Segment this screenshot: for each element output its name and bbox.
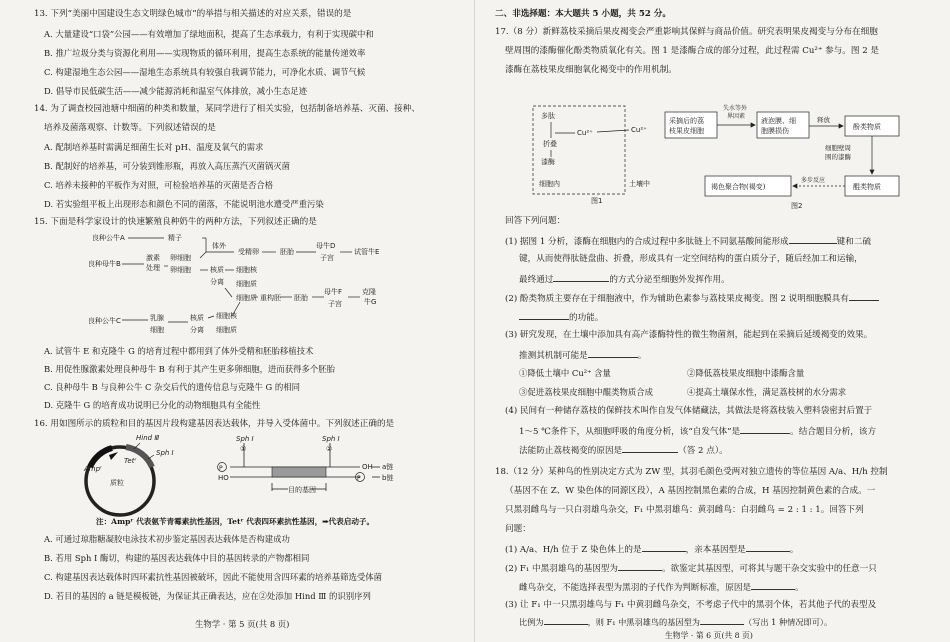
oh-label: OH — [362, 463, 373, 471]
q16-note: 注：Ampʳ 代表氨苄青霉素抗性基因，Tetʳ 代表四环素抗性基因，➡代表启动子。 — [96, 517, 375, 526]
q18-part2-line2: 雌鸟杂交，不能选择表型为黑羽的子代作为判断标准，原因是 。 — [519, 583, 804, 593]
multi-step-label: 多步反应 — [801, 177, 826, 184]
q17-figure-1 — [531, 100, 661, 205]
q18-part2-line1: (2) F₁ 中黑羽雄鸟的基因型为 。欲鉴定其基因型，可将其与题干杂交实验中的任意一只 — [505, 564, 877, 574]
q17-part1-line3: 最终通过 的方式分泌至细胞外发挥作用。 — [519, 275, 730, 285]
q13-option-c: C. 构建湿地生态公园——湿地生态系统具有较强自我调节能力，可净化水质、调节气候 — [44, 67, 366, 77]
calf-e-label: 试管牛E — [354, 248, 380, 256]
uterus-label-2: 子宫 — [328, 300, 342, 308]
release-label: 释放 — [817, 116, 830, 124]
cell-plasm-label-1: 细胞质 — [236, 280, 257, 288]
q16-option-c: C. 构建基因表达载体时四环素抗性基因被破坏，因此不能使用含四环素的培养基筛选受体菌 — [44, 572, 383, 582]
q15-option-c: C. 良种母牛 B 与良种公牛 C 杂交后代的遗传信息与克隆牛 G 的相同 — [44, 382, 301, 392]
q17-stem-line3: 漆酶在荔枝果皮细胞氧化褐变中的作用机制。 — [505, 65, 677, 75]
site-two-label: ② — [326, 445, 333, 453]
target-gene-segment — [272, 467, 326, 477]
q18-part3-line1: (3) 让 F₁ 中一只黑羽雄鸟与 F₁ 中黄羽雌鸟杂交，不考虑子代中的黑羽个体，若其他子代的表型及 — [505, 600, 877, 610]
q13-option-b: B. 推广垃圾分类与资源化利用——实现物质的循环利用，提高生态系统的能量传递效率 — [44, 48, 366, 58]
q17-part4-line2: 1～5 ℃条件下，从细胞呼吸的角度分析，该“自发气体”是 。结合题目分析，该方 — [519, 427, 877, 437]
q18-part3-line2: 比例为 ，则 F₁ 中黑羽雄鸟的基因型为 （写出 1 种情况即可）。 — [519, 617, 833, 627]
reconstructed-embryo-label: 重构胚 — [260, 294, 281, 302]
q16-option-d: D. 若目的基因的 a 链是模板链，为保证其正确表达，应在②处添加 Hind Ⅲ 的识别序列 — [44, 591, 371, 601]
promoter-arrow-icon — [109, 452, 118, 460]
cell-plasm-label-2: 细胞质 — [236, 294, 257, 302]
a-chain-label: a链 — [382, 463, 394, 471]
q13-stem: 13. 下列“美丽中国建设生态文明绿色城市”的举措与相关描述的对应关系，错误的是 — [34, 9, 352, 19]
brown-polymer-label: 褐色聚合物(褐变) — [711, 183, 766, 191]
q18-stem-line4: 问题： — [505, 524, 531, 534]
q17-part3-option-1: ①降低土壤中 Cu²⁺ 含量 — [519, 368, 611, 378]
q17-part2-line1: (2) 酚类物质主要存在于细胞液中，作为辅助色素参与荔枝果皮褐变。图 2 说明细胞膜具有 — [505, 292, 879, 305]
wall-laccase-label-1: 细胞壁周 — [825, 144, 851, 152]
cause-label-1: 失水等外 — [723, 105, 748, 112]
zygote-label: 受精卵 — [238, 248, 259, 256]
sph-top-label-left: Sph Ⅰ — [236, 435, 254, 443]
uterus-label-1: 子宫 — [320, 254, 334, 262]
clone-label: 克隆 — [362, 288, 376, 296]
q13-option-a: A. 大量建设“口袋”公园——有效增加了绿地面积，提高了生态承载力，有利于实现碳中和 — [44, 29, 374, 39]
cell-nucleus-label-1: 细胞核 — [236, 266, 257, 274]
amp-label: Ampʳ — [84, 465, 102, 473]
cu-label-outer: Cu²⁺ — [631, 126, 647, 134]
q17-part3-option-3: ③促进荔枝果皮细胞中醌类物质合成 — [519, 387, 653, 397]
q18-stem-line3: 只黑羽雌鸟与一只白羽雄鸟杂交，F₁ 中黑羽雄鸟：黄羽雌鸟：白羽雌鸟 = 2 : 1 : 1。回答下列 — [505, 505, 864, 515]
embryo-label-2: 胚胎 — [294, 294, 308, 302]
q17-part3-option-4: ④提高土壤保水性，满足荔枝树的水分需求 — [687, 387, 847, 397]
q16-option-a: A. 可通过琼脂糖凝胶电泳技术初步鉴定基因表达载体是否构建成功 — [44, 534, 290, 544]
sph-site-label: Sph Ⅰ — [156, 449, 174, 457]
oocyte-label-2: 卵细胞 — [170, 266, 191, 274]
cow-b-label: 良种母牛B — [88, 260, 121, 268]
hormone-label: 激素 — [146, 254, 160, 262]
q17-part1-line2: 键，从而使得肽链盘曲、折叠，形成具有一定空间结构的蛋白质分子，随后经加工和运输， — [519, 254, 863, 264]
q18-stem-line2: （基因不在 Z、W 染色体的同源区段），A 基因控制黑色素的合成，H 基因控制黄色素的合成。一 — [505, 486, 876, 496]
peel-cell-label-1: 采摘后的荔 — [669, 117, 704, 125]
wall-laccase-label-2: 围的漆酶 — [825, 153, 851, 161]
cell-inside-label: 细胞内 — [539, 180, 560, 188]
q15-breeding-diagram — [40, 230, 440, 340]
oocyte-label-1: 卵细胞 — [170, 254, 191, 262]
sperm-label: 精子 — [168, 234, 182, 242]
target-gene-label: 目的基因 — [288, 486, 316, 494]
peptide-label: 多肽 — [541, 112, 555, 120]
q17-answer-prompt: 回答下列问题： — [505, 216, 566, 226]
figure-2-caption: 图2 — [791, 202, 803, 210]
fold-label: 折叠 — [543, 140, 557, 148]
quinone-label: 醌类物质 — [853, 183, 881, 191]
q14-stem-line1: 14. 为了调查校园池塘中细菌的种类和数量，某同学进行了相关实验，包括制备培养基、灭菌、接种、 — [34, 104, 420, 114]
site-one-label: ① — [240, 445, 247, 453]
q16-option-b: B. 若用 Sph Ⅰ 酶切，构建的基因表达载体中目的基因转录的产物都相同 — [44, 553, 310, 563]
soil-label: 土壤中 — [629, 180, 650, 188]
damage-label-2: 胞膜损伤 — [761, 127, 789, 135]
q17-part3-line2: 推测其机制可能是 。 — [519, 351, 647, 361]
q17-part3-line1: (3) 研究发现，在土壤中添加具有高产漆酶特性的微生物菌剂，能起到在采摘后延缓褐变的效果。 — [505, 330, 873, 340]
phenol-label: 酚类物质 — [853, 123, 881, 131]
q17-part4-line3: 法能防止荔枝褐变的原因是 （答 2 点）。 — [519, 446, 728, 456]
q17-part2-line2: 的功能。 — [519, 311, 603, 324]
left-page-footer: 生物学 · 第 5 页(共 8 页) — [195, 619, 290, 629]
right-page-footer: 生物学 · 第 6 页(共 8 页) — [665, 631, 753, 640]
laccase-label: 漆酶 — [541, 158, 555, 166]
cause-label-2: 界因素 — [727, 113, 746, 120]
cow-d-label: 母牛D — [316, 242, 336, 250]
plasmid-label: 质粒 — [110, 479, 124, 487]
calf-g-label: 牛G — [364, 298, 377, 306]
right-page — [475, 0, 950, 642]
q15-option-d: D. 克隆牛 G 的培育成功说明已分化的动物细胞具有全能性 — [44, 400, 261, 410]
cu-label-inner: Cu²⁺ — [577, 129, 593, 137]
q14-option-c: C. 培养未接种的平板作为对照，可检验培养基的灭菌是否合格 — [44, 180, 274, 190]
separate-label-1: 分离 — [210, 278, 224, 286]
q15-option-a: A. 试管牛 E 和克隆牛 G 的培育过程中都用到了体外受精和胚胎移植技术 — [44, 346, 314, 356]
invitro-label: 体外 — [212, 242, 226, 250]
separate-label-2: 分离 — [190, 326, 204, 334]
section-title: 二、非选择题：本大题共 5 小题，共 52 分。 — [495, 9, 672, 19]
q18-stem-line1: 18.（12 分）某种鸟的性别决定方式为 ZW 型，其羽毛颜色受两对独立遗传的等位基因 A/a、H/h 控制 — [495, 467, 888, 477]
p-label-left: P — [219, 465, 223, 472]
hind-site-label: Hind Ⅲ — [136, 434, 160, 442]
q17-figure-2 — [665, 100, 945, 210]
q14-option-d: D. 若实验组平板上出现形态和颜色不同的菌落，不能说明池水遭受严重污染 — [44, 199, 324, 209]
q14-option-a: A. 配制培养基时需满足细菌生长对 pH、温度及氧气的需求 — [44, 142, 264, 152]
treat-label: 处理 — [146, 264, 160, 272]
q15-stem: 15. 下面是科学家设计的快速繁殖良种奶牛的两种方法，下列叙述正确的是 — [34, 217, 317, 227]
q15-option-b: B. 用促性腺激素处理良种母牛 B 有利于其产生更多卵细胞，进而获得多个胚胎 — [44, 364, 335, 374]
p-label-right: P — [357, 475, 361, 482]
b-chain-label: b链 — [382, 474, 394, 482]
cow-f-label: 母牛F — [324, 288, 343, 296]
q17-stem-line1: 17.（8 分）新鲜荔枝采摘后果皮褐变会严重影响其保鲜与商品价值。研究表明果皮褐变与分布在细胞 — [495, 27, 878, 37]
cell-label: 细胞 — [150, 326, 164, 334]
damage-label-1: 液泡膜、细 — [761, 117, 796, 125]
q17-stem-line2: 壁周围的漆酶催化酚类物质氧化有关。图 1 是漆酶合成的部分过程，此过程需 Cu²⁺ 参与。图 2 是 — [505, 46, 879, 56]
q13-option-d: D. 倡导市民低碳生活——减少能源消耗和温室气体排放，减小生态足迹 — [44, 86, 307, 96]
cell-plasm-label-3: 细胞质 — [216, 326, 237, 334]
figure-1-caption: 图1 — [591, 197, 603, 205]
sph-top-label-right: Sph Ⅰ — [322, 435, 340, 443]
q18-part1: (1) A/a、H/h 位于 Z 染色体上的是 ，亲本基因型是 。 — [505, 545, 799, 555]
q17-part3-option-2: ②降低荔枝果皮细胞中漆酶含量 — [687, 368, 805, 378]
q14-option-b: B. 配制好的培养基，可分装到锥形瓶，再放入高压蒸汽灭菌锅灭菌 — [44, 161, 290, 171]
bull-c-label: 良种公牛C — [88, 317, 121, 325]
cell-nucleus-label-2: 细胞核 — [216, 312, 237, 320]
tet-label: Tetʳ — [124, 457, 137, 465]
nucleus-label-2: 核质 — [190, 314, 204, 322]
ho-label: HO — [218, 474, 229, 482]
q16-stem: 16. 用如图所示的质粒和目的基因片段构建基因表达载体，并导入受体菌中。下列叙述正确的是 — [34, 419, 395, 429]
q16-plasmid-diagram — [60, 433, 460, 523]
nucleus-label-1: 核质 — [210, 266, 224, 274]
mammary-label: 乳腺 — [150, 314, 164, 322]
bull-a-label: 良种公牛A — [92, 234, 125, 242]
q17-part4-line1: (4) 民间有一种储存荔枝的保鲜技术叫作自发气体储藏法，其做法是将荔枝装入塑料袋密封后置于 — [505, 406, 873, 416]
q14-stem-line2: 培养及菌落观察、计数等。下列叙述错误的是 — [44, 123, 216, 133]
q17-part1-line1: (1) 据图 1 分析，漆酶在细胞内的合成过程中多肽链上不同氨基酸间能形成 键和二硫 — [505, 237, 872, 247]
embryo-label-1: 胚胎 — [280, 248, 294, 256]
peel-cell-label-2: 枝果皮细胞 — [669, 127, 704, 135]
